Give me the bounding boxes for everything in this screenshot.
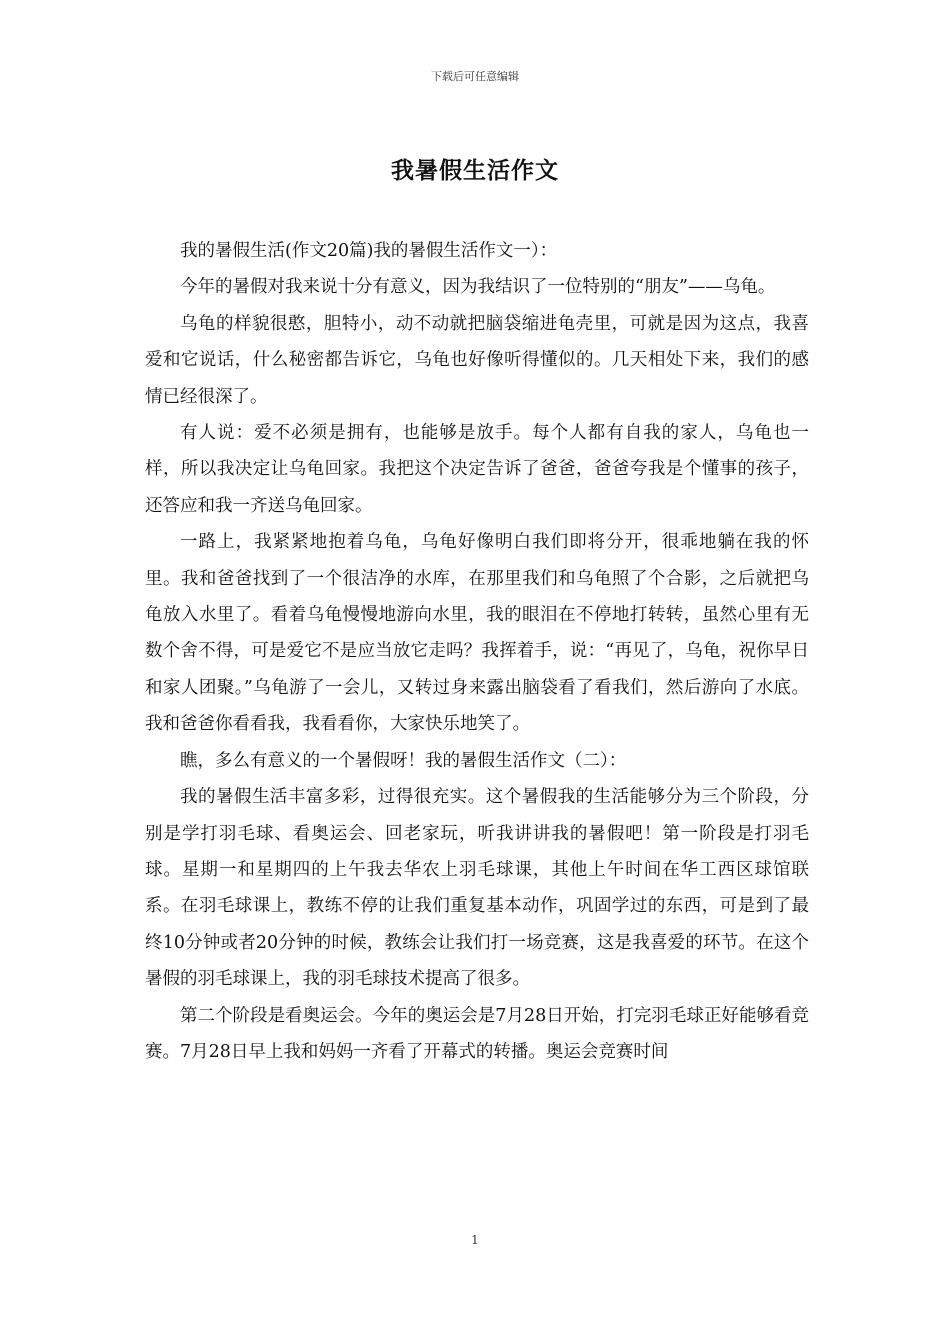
page-header: 下载后可任意编辑	[431, 70, 519, 83]
document-title: 我暑假生活作文	[391, 157, 559, 184]
document-body	[145, 233, 809, 1070]
paragraph: 第二个阶段是看奥运会。今年的奥运会是7月28日开始，打完羽毛球正好能够看竞赛。7月28日早上我和妈妈一齐看了开幕式的转播。奥运会竞赛时间	[145, 1005, 809, 1062]
paragraph: 一路上，我紧紧地抱着乌龟，乌龟好像明白我们即将分开，很乖地躺在我的怀里。我和爸爸找到了一个很洁净的水库，在那里我们和乌龟照了个合影，之后就把乌龟放入水里了。看着乌龟慢慢地游向水里，我的眼泪在不停地打转转，虽然心里有无数个舍不得，可是爱它不是应当放它走吗？我挥着手，说：“再见了，乌龟，祝你早日和家人团聚。”乌龟游了一会儿，又转过身来露出脑袋看了看我们，然后游向了水底。我和爸爸你看看我，我看看你，大家快乐地笑了。	[145, 532, 809, 735]
paragraph: 瞧，多么有意义的一个暑假呀！我的暑假生活作文（二）：	[180, 750, 627, 771]
paragraph: 今年的暑假对我来说十分有意义，因为我结识了一位特别的“朋友”——乌龟。	[180, 277, 776, 298]
paragraph: 有人说：爱不必须是拥有，也能够是放手。每个人都有自我的家人，乌龟也一样，所以我决定让乌龟回家。我把这个决定告诉了爸爸，爸爸夸我是个懂事的孩子，还答应和我一齐送乌龟回家。	[145, 423, 809, 516]
paragraph: 乌龟的样貌很憨，胆特小，动不动就把脑袋缩进龟壳里，可就是因为这点，我喜爱和它说话，什么秘密都告诉它，乌龟也好像听得懂似的。几天相处下来，我们的感情已经很深了。	[145, 313, 809, 407]
page-number: 1	[471, 1233, 479, 1247]
paragraph: 我的暑假生活丰富多彩，过得很充实。这个暑假我的生活能够分为三个阶段，分别是学打羽毛球、看奥运会、回老家玩，听我讲讲我的暑假吧！第一阶段是打羽毛球。星期一和星期四的上午我去华农上羽毛球课，其他上午时间在华工西区球馆联系。在羽毛球课上，教练不停的让我们重复基本动作，巩固学过的东西，可是到了最终10分钟或者20分钟的时候，教练会让我们打一场竞赛，这是我喜爱的环节。在这个暑假的羽毛球课上，我的羽毛球技术提高了很多。	[145, 787, 809, 990]
paragraph: 我的暑假生活(作文20篇)我的暑假生活作文一）：	[180, 241, 558, 261]
